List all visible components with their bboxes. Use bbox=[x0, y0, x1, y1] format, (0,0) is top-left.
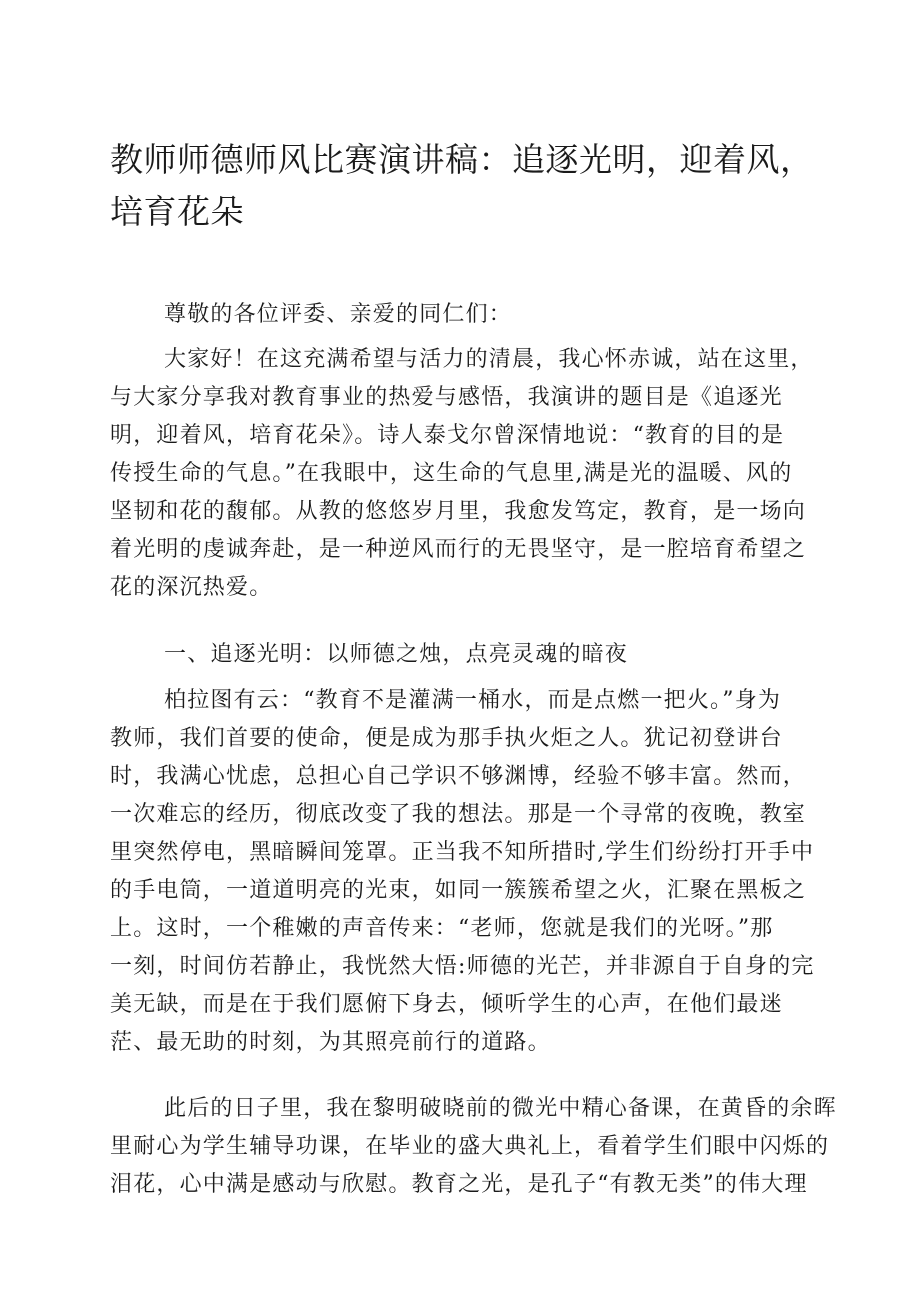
paragraph-2-line-7: 上。这时，一个稚嫩的声音传来：“老师，您就是我们的光呀。”那 bbox=[110, 916, 774, 941]
paragraph-2-line-1: 柏拉图有云：“教育不是灌满一桶水，而是点燃一把火。”身为 bbox=[164, 688, 782, 713]
paragraph-3-line-3: 泪花，心中满是感动与欣慰。教育之光，是孔子“有教无类”的伟大理 bbox=[110, 1172, 808, 1197]
paragraph-1-line-2: 与大家分享我对教育事业的热爱与感悟，我演讲的题目是《追逐光 bbox=[110, 385, 783, 410]
paragraph-2-line-6: 的手电筒，一道道明亮的光束，如同一簇簇希望之火，汇聚在黑板之 bbox=[110, 878, 807, 903]
paragraph-2-line-9: 美无缺，而是在于我们愿俯下身去，倾听学生的心声，在他们最迷 bbox=[110, 992, 783, 1017]
paragraph-1-line-6: 着光明的虔诚奔赴，是一种逆风而行的无畏坚守，是一腔培育希望之 bbox=[110, 537, 807, 562]
paragraph-2-line-8: 一刻，时间仿若静止，我恍然大悟:师德的光芒，并非源自于自身的完 bbox=[110, 954, 815, 979]
document-title: 教师师德师风比赛演讲稿：追逐光明，迎着风，培育花朵 bbox=[110, 140, 814, 231]
paragraph-2-line-5: 里突然停电，黑暗瞬间笼罩。正当我不知所措时,学生们纷纷打开手中 bbox=[110, 840, 815, 865]
section-heading: 一、追逐光明：以师德之烛，点亮灵魂的暗夜 bbox=[164, 642, 629, 667]
paragraph-2-line-3: 时，我满心忧虑，总担心自己学识不够渊博，经验不够丰富。然而， bbox=[110, 764, 807, 789]
paragraph-1-line-4: 传授生命的气息。”在我眼中，这生命的气息里,满是光的温暖、风的 bbox=[110, 461, 793, 486]
paragraph-1-line-5: 坚韧和花的馥郁。从教的悠悠岁月里，我愈发笃定，教育，是一场向 bbox=[110, 499, 807, 524]
paragraph-2-line-4: 一次难忘的经历，彻底改变了我的想法。那是一个寻常的夜晚，教室 bbox=[110, 802, 807, 827]
paragraph-3-line-1: 此后的日子里，我在黎明破晓前的微光中精心备课，在黄昏的余晖 bbox=[164, 1096, 837, 1121]
salutation-line: 尊敬的各位评委、亲爱的同仁们： bbox=[164, 302, 513, 327]
paragraph-1-line-1: 大家好！在这充满希望与活力的清晨，我心怀赤诚，站在这里， bbox=[164, 347, 814, 372]
paragraph-2-line-10: 茫、最无助的时刻，为其照亮前行的道路。 bbox=[110, 1030, 551, 1055]
paragraph-3-line-2: 里耐心为学生辅导功课，在毕业的盛大典礼上，看着学生们眼中闪烁的 bbox=[110, 1134, 830, 1159]
paragraph-2-line-2: 教师，我们首要的使命，便是成为那手执火炬之人。犹记初登讲台 bbox=[110, 726, 783, 751]
paragraph-1-line-3: 明，迎着风，培育花朵》。诗人泰戈尔曾深情地说：“教育的目的是 bbox=[110, 423, 785, 448]
paragraph-1-line-7: 花的深沉热爱。 bbox=[110, 575, 273, 600]
